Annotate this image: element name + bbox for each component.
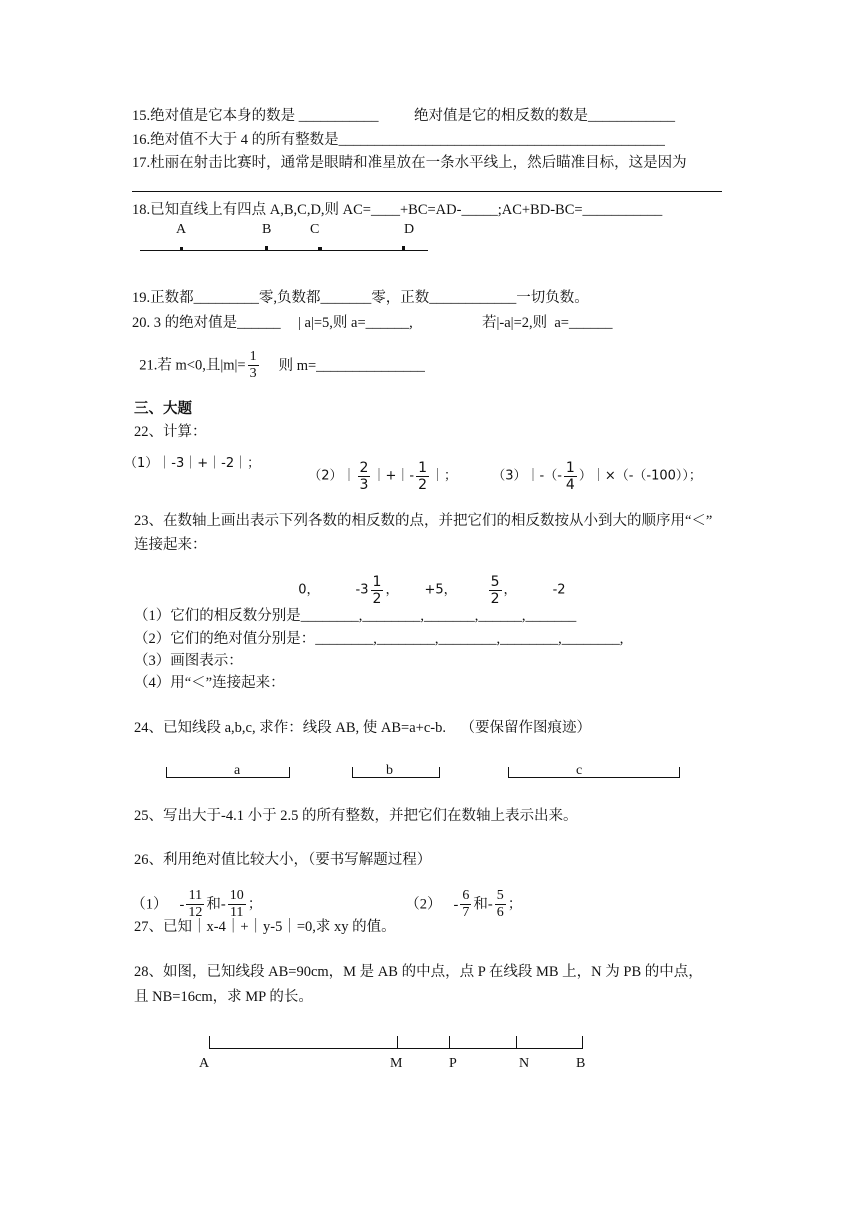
- q23-five-halves-num: 5: [490, 574, 500, 590]
- q22-p2-frac2: [416, 460, 429, 493]
- q26-p1-num2: 10: [229, 888, 244, 903]
- point-p-label: P: [449, 1056, 457, 1071]
- q20-part-b: | a|=5,则 a=______,: [298, 315, 413, 331]
- q22-p3-num: 1: [565, 460, 575, 476]
- q16-text: 16.绝对值不大于 4 的所有整数是_____________________________________________: [132, 132, 665, 148]
- q21-pre: 21.若 m<0,且|m|=: [139, 357, 246, 374]
- q15-part-a: 15.绝对值是它本身的数是 ___________: [132, 108, 379, 124]
- q23-num-five-halves: [489, 574, 502, 607]
- q26-p2-den1: 7: [462, 905, 470, 920]
- q18-point-d-label: D: [404, 222, 415, 237]
- tick-m: [397, 1036, 398, 1049]
- q22-p3-frac: [564, 460, 577, 493]
- segment-c-line: [508, 777, 680, 778]
- q26-p2-post: ；: [507, 896, 523, 913]
- q23-line1: 23、在数轴上画出表示下列各数的相反数的点，并把它们的相反数按从小到大的顺序用“＜”: [134, 513, 713, 529]
- q26-p2-mid: 和-: [473, 896, 493, 913]
- q22-p3-pre: （3）｜-（-: [492, 468, 562, 484]
- segment-a-tick-right: [289, 767, 290, 778]
- q28-line2: 且 NB=16cm，求 MP 的长。: [134, 989, 313, 1005]
- q26-p1-den1: 12: [188, 905, 203, 920]
- q18-point-d-dot: [402, 246, 405, 251]
- q23-num-plus-five: +5，: [424, 582, 457, 598]
- tick-n: [516, 1036, 517, 1049]
- q26-p1-den2: 11: [229, 905, 244, 920]
- q26-part1: （1） - $\frac{11}{12}$ 和- $\frac{10}{11}$ ；: [131, 888, 263, 920]
- point-b-label: B: [576, 1056, 586, 1071]
- segment-b-tick-right: [439, 767, 440, 778]
- q23-five-halves-den: 2: [490, 591, 500, 607]
- point-m-label: M: [390, 1056, 403, 1071]
- q22-part1: （1）｜-3｜+｜-2｜；: [124, 456, 261, 471]
- q26-p1-frac2: [228, 888, 246, 921]
- q18-point-b-dot: [265, 246, 268, 251]
- tick-p: [449, 1036, 450, 1049]
- ab-segment-line: [209, 1048, 583, 1049]
- q22-p2-num2: 1: [418, 460, 427, 476]
- q25-text: 25、写出大于-4.1 小于 2.5 的所有整数，并把它们在数轴上表示出来。: [134, 808, 578, 824]
- segment-c-label: c: [576, 763, 583, 778]
- q17-answer-line: [132, 191, 722, 192]
- q26-text: 26、利用绝对值比较大小，（要书写解题过程）: [134, 852, 432, 868]
- tick-a: [209, 1036, 210, 1049]
- point-n-label: N: [519, 1056, 530, 1071]
- q23-line2: 连接起来：: [134, 537, 207, 553]
- q22-p2-den2: 2: [418, 477, 427, 493]
- q23-num-minus-two: -2: [552, 582, 566, 598]
- section-three-heading: 三、大题: [134, 401, 192, 417]
- q21-fraction: [248, 349, 259, 382]
- q21-denominator: 3: [249, 366, 257, 381]
- q26-p2-pre: （2）: [405, 896, 442, 913]
- q22-title: 22、计算：: [134, 424, 207, 440]
- q22-p2-pre: （2）｜: [308, 468, 356, 484]
- q23-num-mixed-frac: [371, 574, 384, 607]
- q19-text: 19.正数都_________零,负数都_______零，正数____________一切负数。: [132, 290, 589, 306]
- q23-sub4: （4）用“＜”连接起来：: [134, 675, 285, 691]
- tick-b: [582, 1036, 583, 1049]
- q18-point-b-label: B: [262, 222, 272, 237]
- q18-text: 18.已知直线上有四点 A,B,C,D,则 AC=____+BC=AD-_____;AC+BD-BC=___________: [132, 202, 663, 218]
- q23-sub2: （2）它们的绝对值分别是：________,________,________,________,________,: [134, 631, 624, 647]
- q26-p1-pre: （1）: [131, 896, 168, 913]
- q23-sub3: （3）画图表示：: [134, 653, 243, 669]
- segment-b-tick-left: [352, 767, 353, 778]
- q15-part-b: 绝对值是它的相反数的数是____________: [414, 108, 675, 124]
- q22-p2-mid: ｜+｜-: [372, 468, 415, 484]
- segment-a-label: a: [234, 763, 241, 778]
- q20-part-c: 若|-a|=2,则 a=______: [482, 315, 613, 331]
- q26-p2-den2: 6: [496, 905, 504, 920]
- q22-p2-frac1: [358, 460, 371, 493]
- q26-p2-frac2: [495, 888, 506, 921]
- q18-point-a-dot: [180, 247, 183, 251]
- q26-p2-num2: 5: [496, 888, 504, 903]
- segment-c-tick-right: [679, 767, 680, 778]
- q23-sub1: （1）它们的相反数分别是________,________,_______,______,_______: [134, 608, 577, 624]
- segment-a-tick-left: [166, 767, 167, 778]
- q21-row: [132, 331, 425, 381]
- q26-p1-mid: 和-: [206, 896, 226, 913]
- q23-mixed-num: 1: [372, 574, 382, 590]
- q23-mixed-comma: ，: [385, 582, 399, 598]
- segment-b-label: b: [386, 763, 393, 778]
- q22-p2-post: ｜；: [430, 468, 457, 484]
- q22-p2-num1: 2: [359, 460, 369, 476]
- q21-numerator: 1: [249, 349, 257, 364]
- q18-straight-line: [140, 250, 428, 251]
- q22-part2: [300, 442, 457, 493]
- q23-num-zero: 0，: [298, 582, 320, 598]
- q23-five-halves-comma: ，: [503, 582, 517, 598]
- q18-point-a-label: A: [176, 222, 187, 237]
- q23-numbers: [290, 556, 566, 607]
- q26-p1-post: ；: [247, 896, 263, 913]
- q28-line1: 28、如图，已知线段 AB=90cm，M 是 AB 的中点，点 P 在线段 MB 上，N 为 PB 的中点，: [134, 964, 703, 980]
- segment-a-line: [166, 777, 290, 778]
- q18-point-c-dot: [318, 247, 322, 251]
- q20-part-a: 20. 3 的绝对值是______: [132, 315, 281, 331]
- q26-p2-num1: 6: [462, 888, 470, 903]
- q26-p2-frac1: [460, 888, 471, 921]
- q18-point-c-label: C: [310, 222, 320, 237]
- segment-c-tick-left: [508, 767, 509, 778]
- q27-text: 27、已知｜x-4｜+｜y-5｜=0,求 xy 的值。: [134, 919, 396, 935]
- segment-b-line: [352, 777, 440, 778]
- q22-p2-den1: 3: [359, 477, 369, 493]
- q22-part3: [484, 442, 702, 493]
- q26-p1-frac1: [186, 888, 204, 921]
- q24-text: 24、已知线段 a,b,c, 求作：线段 AB, 使 AB=a+c-b. （要保留作图痕迹）: [134, 720, 591, 736]
- q23-mixed-den: 2: [372, 591, 382, 607]
- point-a-label: A: [199, 1056, 210, 1071]
- q21-post: 则 m=_______________: [278, 357, 425, 374]
- q17-text: 17.杜丽在射击比赛时，通常是眼睛和准星放在一条水平线上，然后瞄准目标，这是因为: [132, 155, 687, 171]
- q26-p1-num1: 11: [186, 888, 204, 905]
- q22-p3-den: 4: [565, 477, 575, 493]
- q22-p3-post: ）｜×（-（-100））；: [578, 468, 702, 484]
- q26-part2: （2） - $\frac{6}{7}$ 和- $\frac{5}{6}$ ；: [405, 888, 523, 920]
- q23-num-mixed-int: -3: [355, 582, 369, 598]
